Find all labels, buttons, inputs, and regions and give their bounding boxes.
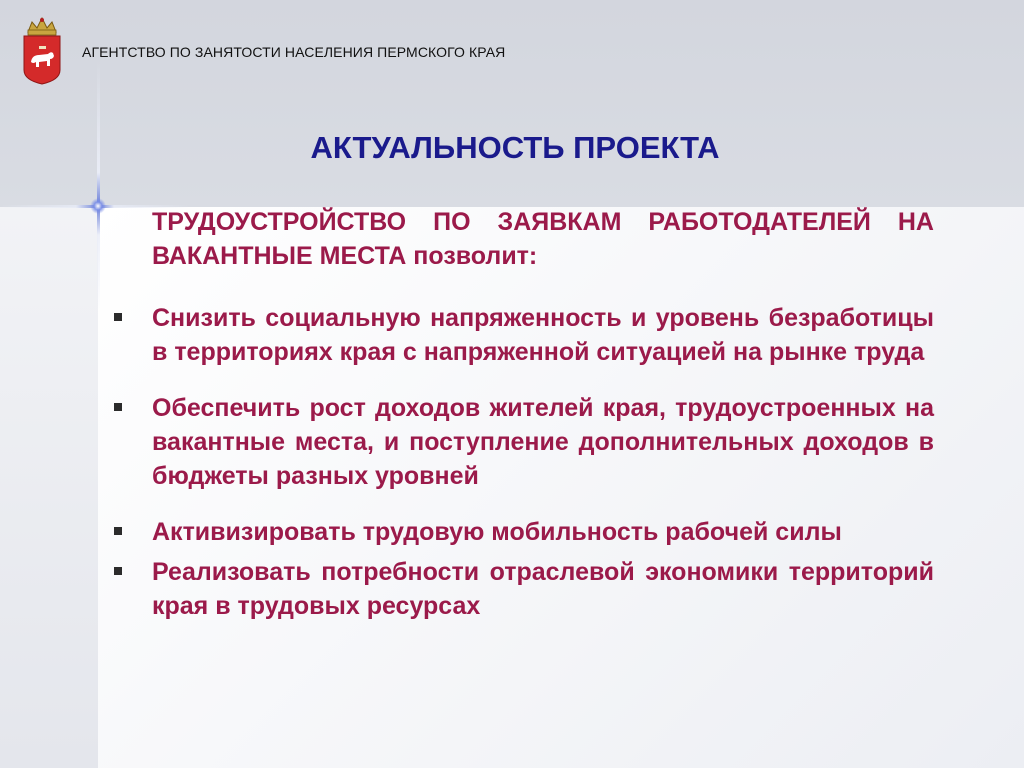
agency-name: АГЕНТСТВО ПО ЗАНЯТОСТИ НАСЕЛЕНИЯ ПЕРМСКОГО КРАЯ	[82, 44, 506, 60]
square-bullet-icon	[114, 567, 122, 575]
square-bullet-icon	[114, 313, 122, 321]
left-band	[0, 207, 98, 768]
list-item	[152, 391, 934, 493]
flare-vertical	[97, 60, 100, 310]
list-item	[152, 515, 934, 549]
square-bullet-icon	[114, 403, 122, 411]
header-band	[0, 0, 1024, 207]
content-body	[152, 205, 934, 623]
list-item-text: Снизить социальную напряженность и уровень безработицы в территориях края с напряженной ситуацией на рынке труда	[152, 304, 934, 366]
list-item-text: Активизировать трудовую мобильность рабочей силы	[152, 518, 842, 546]
list-item-text: Реализовать потребности отраслевой экономики территорий края в трудовых ресурсах	[152, 558, 934, 620]
intro-paragraph: ТРУДОУСТРОЙСТВО ПО ЗАЯВКАМ РАБОТОДАТЕЛЕЙ НА ВАКАНТНЫЕ МЕСТА позволит:	[152, 208, 934, 270]
flare-core	[90, 198, 106, 214]
perm-krai-coat-of-arms-icon	[20, 14, 64, 86]
list-item	[152, 555, 934, 623]
page-title: АКТУАЛЬНОСТЬ ПРОЕКТА	[310, 130, 720, 165]
list-item-text: Обеспечить рост доходов жителей края, трудоустроенных на вакантные места, и поступление дополнительных доходов в бюджеты разных уровней	[152, 394, 934, 490]
list-item	[152, 301, 934, 369]
square-bullet-icon	[114, 527, 122, 535]
